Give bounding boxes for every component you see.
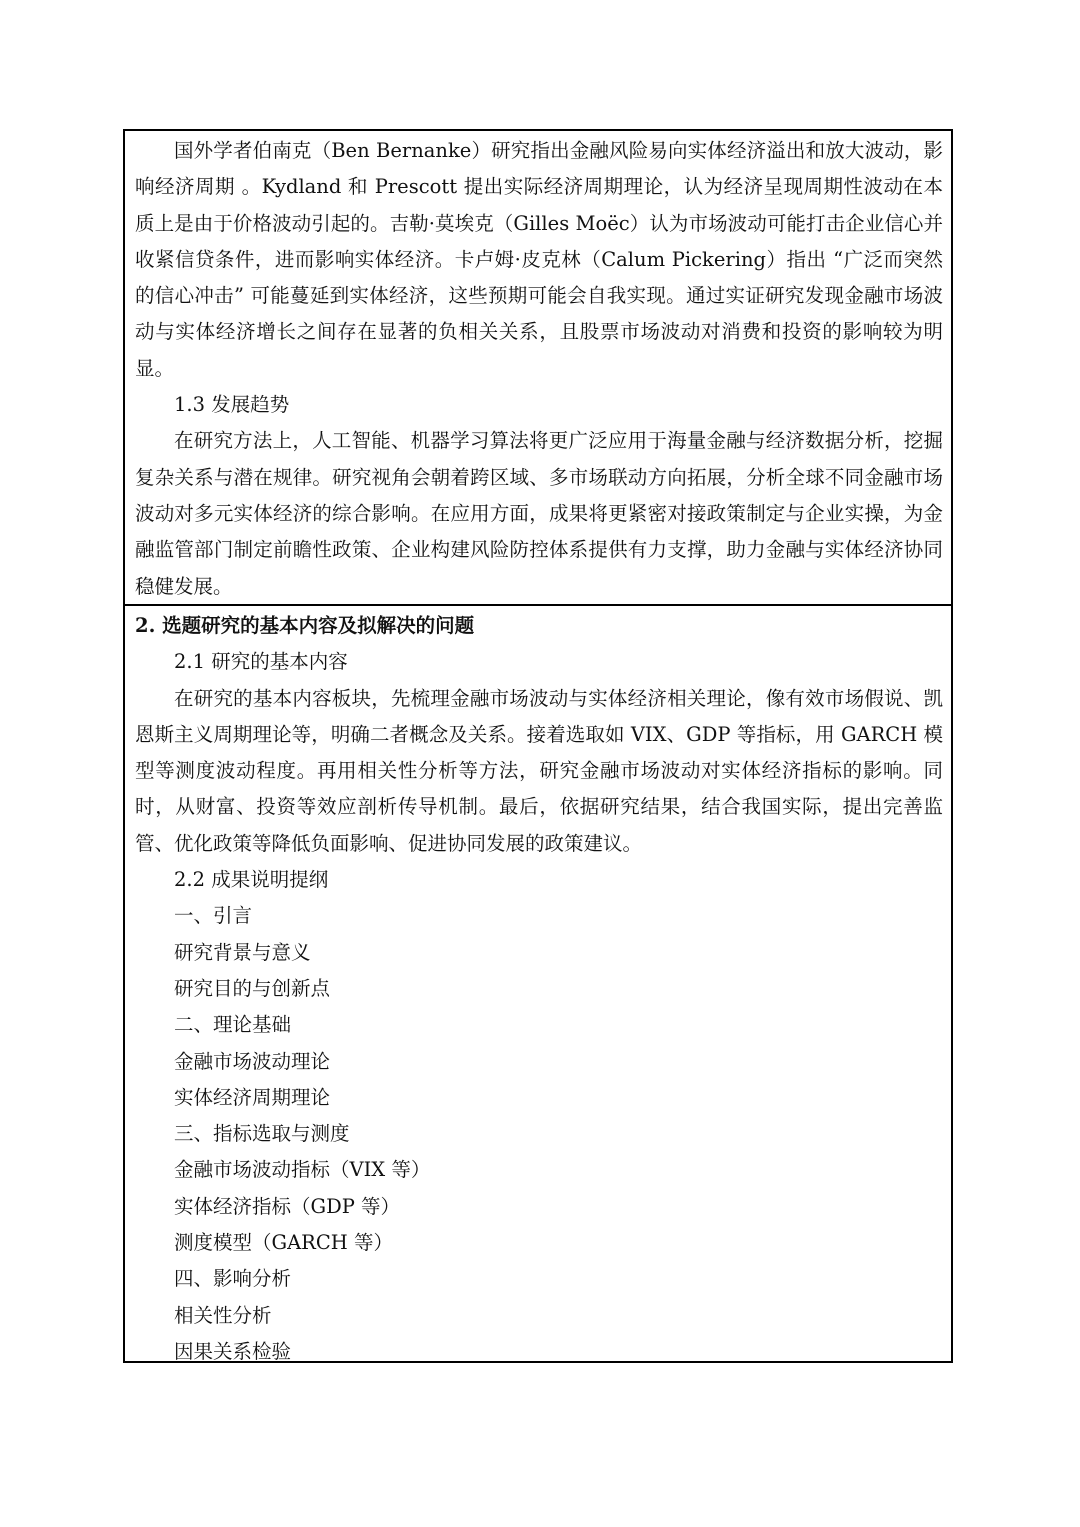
research-content-cell — [135, 608, 943, 1370]
form-table — [123, 129, 953, 1363]
outline-item: 相关性分析 — [174, 1303, 272, 1327]
outline-item: 三、指标选取与测度 — [174, 1122, 350, 1146]
section-title: 2. 选题研究的基本内容及拟解决的问题 — [135, 614, 475, 637]
outline-list — [135, 898, 943, 1370]
outline-item: 研究目的与创新点 — [174, 976, 331, 1000]
outline-item: 一、引言 — [174, 904, 253, 928]
outline-item: 测度模型（GARCH 等） — [174, 1231, 393, 1255]
paragraph-trend: 在研究方法上，人工智能、机器学习算法将更广泛应用于海量金融与经济数据分析，挖掘复杂关系与潜在规律。研究视角会朝着跨区域、多市场联动方向拓展，分析全球不同金融市场波动对多元实体经济的综合影响。在应用方面，成果将更紧密对接政策制定与企业实操，为金融监管部门制定前瞻性政策、企业构建风险防控体系提供有力支撑，助力金融与实体经济协同稳健发展。 — [135, 429, 943, 598]
outline-item: 研究背景与意义 — [174, 940, 311, 964]
outline-item: 四、影响分析 — [174, 1267, 292, 1291]
heading-basic-content: 2.1 研究的基本内容 — [174, 650, 348, 674]
paragraph-basic-content: 在研究的基本内容板块，先梳理金融市场波动与实体经济相关理论，像有效市场假说、凯恩斯主义周期理论等，明确二者概念及关系。接着选取如 VIX、GDP 等指标，用 GARCH 模型等测度波动程度。再用相关性分析等方法，研究金融市场波动对实体经济指标的影响。同时，从财富、投资等效应剖析传导机制。最后，依据研究结果，结合我国实际，提出完善监管、优化政策等降低负面影响、促进协同发展的政策建议。 — [135, 686, 943, 855]
paragraph-foreign-scholars: 国外学者伯南克（Ben Bernanke）研究指出金融风险易向实体经济溢出和放大波动，影响经济周期 。Kydland 和 Prescott 提出实际经济周期理论，认为经济呈现周期性波动在本质上是由于价格波动引起的。吉勒·莫埃克（Gilles Moëc）认为市场波动可能打击企业信心并收紧信贷条件，进而影响实体经济。卡卢姆·皮克林（Calum Pickering）指出 “广泛而突然的信心冲击” 可能蔓延到实体经济，这些预期可能会自我实现。通过实证研究发现金融市场波动与实体经济增长之间存在显著的负相关关系，且股票市场波动对消费和投资的影响较为明显。 — [135, 139, 943, 380]
outline-item: 因果关系检验 — [174, 1339, 292, 1363]
heading-development-trend: 1.3 发展趋势 — [174, 393, 290, 417]
outline-item: 实体经济指标（GDP 等） — [174, 1194, 401, 1218]
table-row-divider — [125, 604, 951, 606]
outline-item: 金融市场波动指标（VIX 等） — [174, 1158, 431, 1182]
outline-item: 金融市场波动理论 — [174, 1049, 331, 1073]
heading-outline: 2.2 成果说明提纲 — [174, 868, 329, 892]
research-status-cell — [135, 133, 943, 605]
outline-item: 实体经济周期理论 — [174, 1085, 331, 1109]
outline-item: 二、理论基础 — [174, 1013, 292, 1037]
